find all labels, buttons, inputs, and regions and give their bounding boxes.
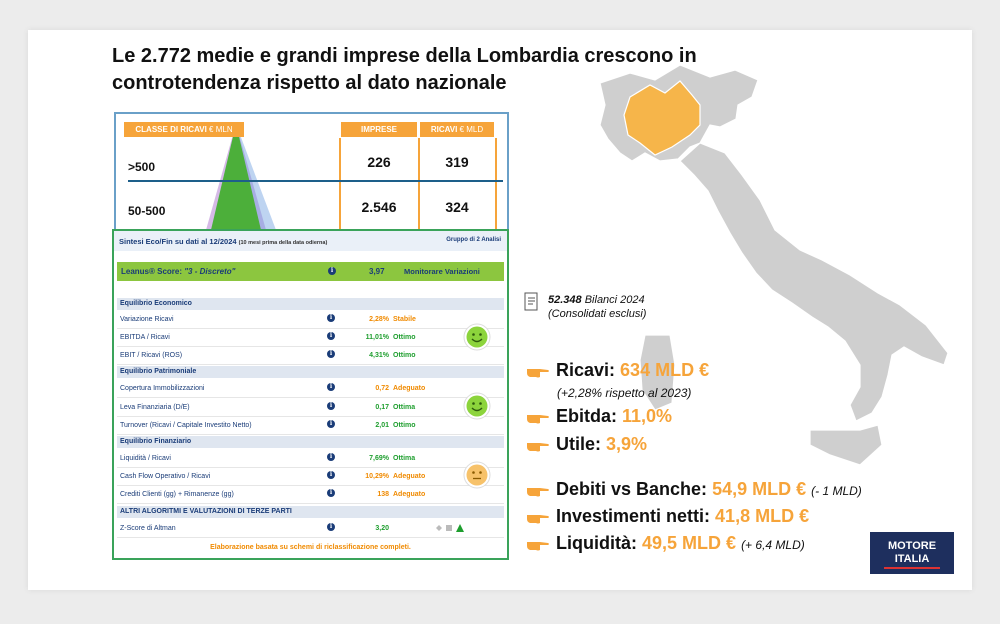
pointing-hand-icon: [526, 363, 550, 379]
panel-footer: Elaborazione basata su schemi di riclassificazione completi.: [210, 544, 411, 551]
metric-liquidita: Liquidità: 49,5 MLD € (+ 6,4 MLD): [526, 533, 805, 554]
page-title: Le 2.772 medie e grandi imprese della Lombardia crescono in controtendenza rispetto al dato nazionale: [112, 45, 697, 94]
table-row: Crediti Clienti (gg) + Rimanenze (gg) i 138 Adeguato: [117, 486, 504, 504]
ricavi-header: RICAVI € MLD: [420, 122, 494, 137]
info-icon[interactable]: i: [327, 332, 335, 340]
section-header: Equilibrio Finanziario: [117, 436, 504, 448]
motore-italia-logo: [870, 532, 954, 574]
logo-text-line1: MOTORE: [887, 540, 937, 552]
italy-map: [560, 35, 960, 500]
section-header: Equilibrio Patrimoniale: [117, 366, 504, 378]
imprese-value: 2.546: [361, 199, 397, 215]
info-icon[interactable]: i: [327, 383, 335, 391]
imprese-value: 226: [367, 154, 391, 170]
happy-smiley-icon: [463, 323, 491, 351]
table-row: Liquidità / Ricavi i 7,69% Ottima: [117, 450, 504, 468]
panel-title: Sintesi Eco/Fin su dati al 12/2024 (10 mesi prima della data odierna): [119, 237, 328, 246]
metric-investimenti: Investimenti netti: 41,8 MLD €: [526, 506, 809, 527]
pointing-hand-icon: [526, 509, 550, 525]
table-row: Turnover (Ricavi / Capitale Investito Netto) i 2,01 Ottimo: [117, 417, 504, 435]
info-icon[interactable]: i: [327, 402, 335, 410]
info-icon[interactable]: i: [328, 267, 336, 275]
sicily-region: [810, 425, 882, 465]
table-row: Copertura Immobilizzazioni i 0,72 Adeguato: [117, 380, 504, 398]
column-divider: [339, 138, 341, 234]
column-divider: [418, 138, 420, 234]
section-header: ALTRI ALGORITMI E VALUTAZIONI DI TERZE PARTI: [117, 506, 504, 518]
score-number: 3,97: [369, 267, 385, 276]
pointing-hand-icon: [526, 536, 550, 552]
info-icon[interactable]: i: [327, 420, 335, 428]
class-header: CLASSE DI RICAVI € MLN: [124, 122, 244, 137]
metric-utile: Utile: 3,9%: [526, 434, 647, 455]
logo-text-line2: ITALIA: [894, 553, 930, 565]
pointing-hand-icon: [526, 409, 550, 425]
table-row: EBITDA / Ricavi i 11,01% Ottimo: [117, 329, 504, 347]
info-icon[interactable]: i: [327, 350, 335, 358]
metric-ricavi: Ricavi: 634 MLD €: [526, 360, 709, 381]
table-row: Leva Finanziaria (D/E) i 0,17 Ottima: [117, 399, 504, 417]
column-divider: [495, 138, 497, 234]
info-icon[interactable]: i: [327, 314, 335, 322]
pointing-hand-icon: [526, 437, 550, 453]
revenue-class-table: [114, 112, 509, 232]
panel-header: [114, 231, 507, 251]
metric-debiti: Debiti vs Banche: 54,9 MLD € (- 1 MLD): [526, 479, 862, 500]
score-label: Leanus® Score: "3 - Discreto": [121, 267, 236, 276]
neutral-smiley-icon: [463, 461, 491, 489]
info-icon[interactable]: i: [327, 489, 335, 497]
info-icon[interactable]: i: [327, 453, 335, 461]
sintesi-panel: [112, 229, 509, 560]
ricavi-value: 324: [445, 199, 469, 215]
table-row: Z-Score di Altman i 3,20: [117, 520, 504, 538]
info-icon[interactable]: i: [327, 523, 335, 531]
trend-indicator-icon: [433, 523, 467, 533]
ricavi-value: 319: [445, 154, 469, 170]
table-row: Variazione Ricavi i 2,28% Stabile: [117, 311, 504, 329]
metric-ebitda: Ebitda: 11,0%: [526, 406, 672, 427]
ricavi-subnote: (+2,28% rispetto al 2023): [557, 386, 692, 400]
imprese-header: IMPRESE: [341, 122, 417, 137]
table-row: EBIT / Ricavi (ROS) i 4,31% Ottimo: [117, 347, 504, 365]
bilanci-note: 52.348 Bilanci 2024 (Consolidati esclusi): [523, 292, 541, 317]
score-bar: [117, 262, 504, 281]
score-action: Monitorare Variazioni: [404, 267, 480, 276]
class-label: 50-500: [128, 204, 166, 218]
happy-smiley-icon: [463, 392, 491, 420]
section-header: Equilibrio Economico: [117, 298, 504, 310]
document-icon: [523, 292, 541, 312]
pointing-hand-icon: [526, 482, 550, 498]
info-icon[interactable]: i: [327, 471, 335, 479]
logo-graphic: [870, 532, 954, 574]
class-label: >500: [128, 160, 156, 174]
table-row: Cash Flow Operativo / Ricavi i 10,29% Adeguato: [117, 468, 504, 486]
group-label: Gruppo di 2 Analisi: [446, 237, 501, 243]
row-divider: [128, 180, 503, 182]
